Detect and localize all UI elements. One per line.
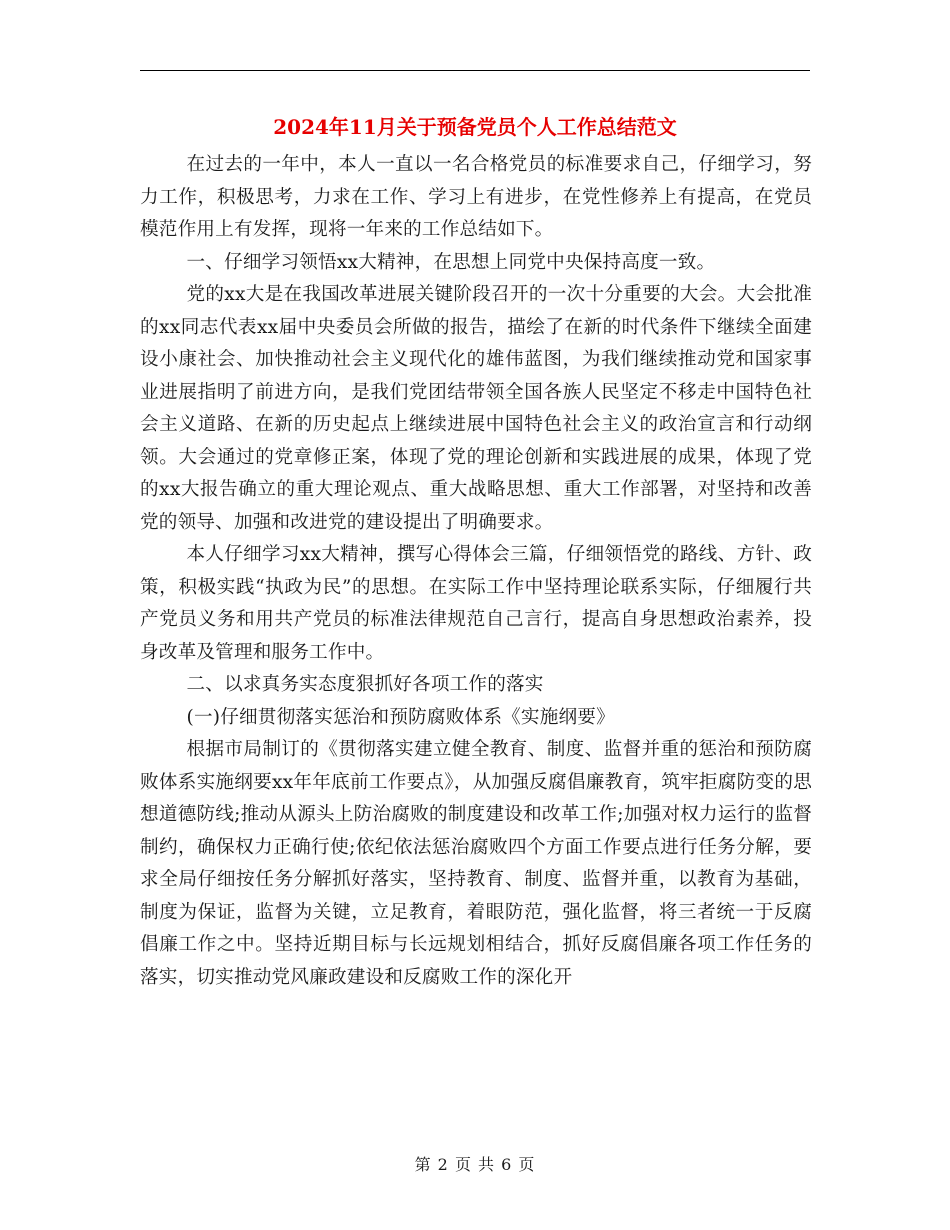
section-heading-1: 一、仔细学习领悟xx大精神，在思想上同党中央保持高度一致。 bbox=[186, 251, 716, 273]
subsection-heading-1: (一)仔细贯彻落实惩治和预防腐败体系《实施纲要》 bbox=[186, 706, 615, 728]
header-rule bbox=[140, 70, 810, 71]
page-number-footer: 第 2 页 共 6 页 bbox=[414, 1155, 536, 1174]
document-title: 2024年11月关于预备党员个人工作总结范文 bbox=[273, 115, 677, 139]
paragraph-study: 本人仔细学习xx大精神，撰写心得体会三篇，仔细领悟党的路线、方针、政策，积极实践“执政为民”的思想。在实际工作中坚持理论联系实际，仔细履行共产党员义务和用共产党员的标准法律规范自己言行，提高自身思想政治素养，投身改革及管理和服务工作中。 bbox=[140, 544, 812, 663]
paragraph-intro: 在过去的一年中，本人一直以一名合格党员的标准要求自己，仔细学习，努力工作，积极思考，力求在工作、学习上有进步，在党性修养上有提高，在党员模范作用上有发挥，现将一年来的工作总结如下。 bbox=[140, 154, 812, 240]
section-heading-2: 二、以求真务实态度狠抓好各项工作的落实 bbox=[186, 674, 544, 695]
paragraph-anticorruption: 根据市局制订的《贯彻落实建立健全教育、制度、监督并重的惩治和预防腐败体系实施纲要xx年年底前工作要点》，从加强反腐倡廉教育，筑牢拒腐防变的思想道德防线;推动从源头上防治腐败的制度建设和改革工作;加强对权力运行的监督制约，确保权力正确行使;依纪依法惩治腐败四个方面工作要点进行任务分解，要求全局仔细按任务分解抓好落实，坚持教育、制度、监督并重，以教育为基础，制度为保证，监督为关键，立足教育，着眼防范，强化监督，将三者统一于反腐倡廉工作之中。坚持近期目标与长远规划相结合，抓好反腐倡廉各项工作任务的落实，切实推动党风廉政建设和反腐败工作的深化开 bbox=[140, 739, 812, 988]
document-body bbox=[140, 149, 812, 994]
paragraph-congress: 党的xx大是在我国改革进展关键阶段召开的一次十分重要的大会。大会批准的xx同志代表xx届中央委员会所做的报告，描绘了在新的时代条件下继续全面建设小康社会、加快推动社会主义现代化的雄伟蓝图，为我们继续推动党和国家事业进展指明了前进方向，是我们党团结带领全国各族人民坚定不移走中国特色社会主义道路、在新的历史起点上继续进展中国特色社会主义的政治宣言和行动纲领。大会通过的党章修正案，体现了党的理论创新和实践进展的成果，体现了党的xx大报告确立的重大理论观点、重大战略思想、重大工作部署，对坚持和改善党的领导、加强和改进党的建设提出了明确要求。 bbox=[140, 284, 812, 533]
